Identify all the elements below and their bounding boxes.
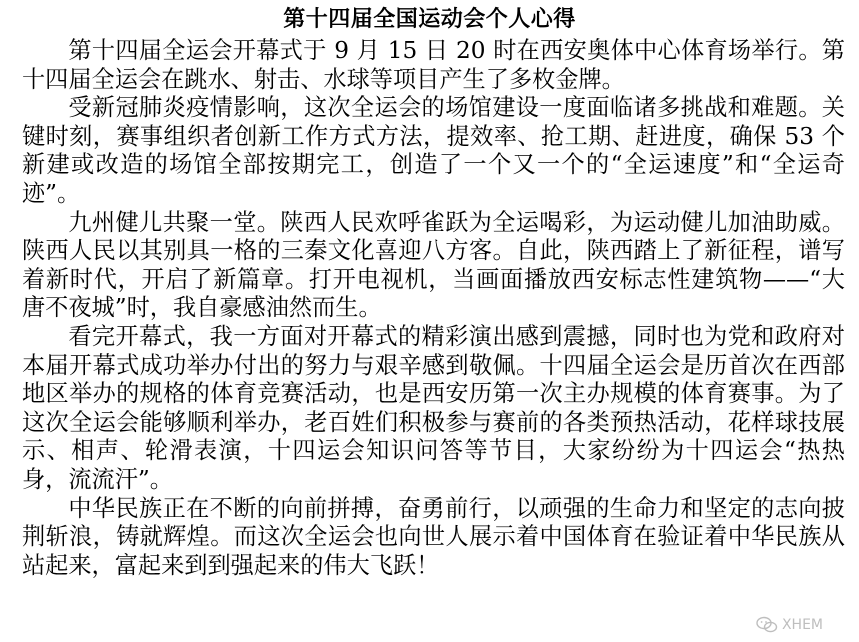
paragraph-3: 九州健儿共聚一堂。陕西人民欢呼雀跃为全运喝彩，为运动健儿加油助威。陕西人民以其别具一格的三秦文化喜迎八方客。自此，陕西踏上了新征程，谱写着新时代，开启了新篇章。打开电视机，当画面播放西安标志性建筑物——“大唐不夜城”时，我自豪感油然而生。 — [22, 208, 845, 322]
document-body — [22, 37, 845, 580]
watermark — [756, 616, 823, 634]
watermark-text: XHEM — [781, 617, 823, 633]
paragraph-1: 第十四届全运会开幕式于 9 月 15 日 20 时在西安奥体中心体育场举行。第十四届全运会在跳水、射击、水球等项目产生了多枚金牌。 — [22, 37, 845, 93]
wechat-icon — [756, 616, 778, 634]
paragraph-5: 中华民族正在不断的向前拼搏，奋勇前行，以顽强的生命力和坚定的志向披荆斩浪，铸就辉煌。而这次全运会也向世人展示着中国体育在验证着中华民族从站起来，富起来到到强起来的伟大飞跃！ — [22, 494, 845, 579]
paragraph-4: 看完开幕式，我一方面对开幕式的精彩演出感到震撼，同时也为党和政府对本届开幕式成功举办付出的努力与艰辛感到敬佩。十四届全运会是历首次在西部地区举办的规格的体育竞赛活动，也是西安历第一次主办规模的体育赛事。为了这次全运会能够顺利举办，老百姓们积极参与赛前的各类预热活动，花样球技展示、相声、轮滑表演，十四运会知识问答等节目，大家纷纷为十四运会“热热身，流流汗”。 — [22, 322, 845, 493]
paragraph-2: 受新冠肺炎疫情影响，这次全运会的场馆建设一度面临诸多挑战和难题。关键时刻，赛事组织者创新工作方式方法，提效率、抢工期、赶进度，确保 53 个新建或改造的场馆全部按期完工，创造了一个又一个的“全运速度”和“全运奇迹”。 — [22, 94, 845, 207]
document-title: 第十四届全国运动会个人心得 — [283, 7, 576, 32]
